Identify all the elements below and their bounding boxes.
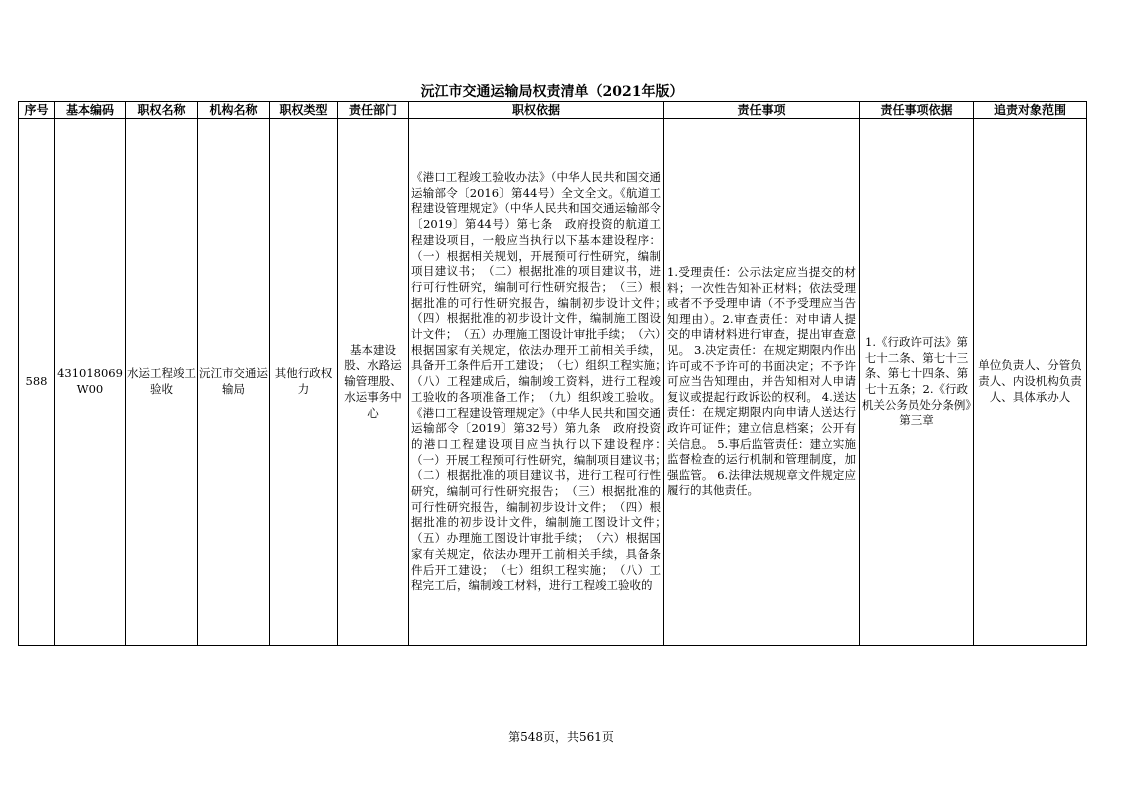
cell-resp-basis: 1.《行政许可法》第七十二条、第七十三条、第七十四条、第七十五条；2.《行政机关公务员处分条例》第三章	[860, 119, 974, 646]
table-header-row	[19, 102, 1087, 119]
cell-code: 431018069W00	[55, 119, 126, 646]
responsibility-table	[18, 101, 1087, 646]
cell-seq: 588	[19, 119, 55, 646]
document-title: 沅江市交通运输局权责清单（2021年版）	[420, 84, 684, 100]
cell-responsibilities: 1.受理责任：公示法定应当提交的材料；一次性告知补正材料；依法受理或者不予受理申请（不予受理应当告知理由）。2.审查责任：对申请人提交的申请材料进行审查，提出审查意见。 3.决定责任：在规定期限内作出许可或不予许可的书面决定；不予许可应当告知理由，并告知相对人申请复议或提起行政诉讼的权利。 4.送达责任：在规定期限内向申请人送达行政许可证件；建立信息档案；公开有关信息。 5.事后监管责任：建立实施监督检查的运行机制和管理制度，加强监管。 6.法律法规规章文件规定应履行的其他责任。	[664, 119, 860, 646]
cell-basis: 《港口工程竣工验收办法》（中华人民共和国交通运输部令〔2016〕第44号）全文全文。《航道工程建设管理规定》（中华人民共和国交通运输部令〔2019〕第44号）第七条 政府投资的航道工程建设项目，一般应当执行以下基本建设程序：（一）根据相关规划，开展预可行性研究，编制项目建议书； （二）根据批准的项目建议书，进行可行性研究，编制可行性研究报告； （三）根据批准的可行性研究报告，编制初步设计文件； （四）根据批准的初步设计文件，编制施工图设计文件； （五）办理施工图设计审批手续； （六）根据国家有关规定，依法办理开工前相关手续，具备开工条件后开工建设； （七）组织工程实施； （八）工程建成后，编制竣工资料，进行工程竣工验收的各项准备工作； （九）组织竣工验收。《港口工程建设管理规定》（中华人民共和国交通运输部令〔2019〕第32号）第九条 政府投资的港口工程建设项目应当执行以下建设程序： （一）开展工程预可行性研究，编制项目建议书； （二）根据批准的项目建议书，进行工程可行性研究，编制可行性研究报告； （三）根据批准的可行性研究报告，编制初步设计文件； （四）根据批准的初步设计文件，编制施工图设计文件； （五）办理施工图设计审批手续； （六）根据国家有关规定，依法办理开工前相关手续，具备条件后开工建设； （七）组织工程实施； （八）工程完工后，编制竣工材料，进行工程竣工验收的	[409, 119, 664, 646]
table-row	[19, 119, 1087, 646]
header-org-name: 机构名称	[198, 102, 270, 119]
header-accountability: 追责对象范围	[974, 102, 1087, 119]
header-code: 基本编码	[55, 102, 126, 119]
header-seq: 序号	[19, 102, 55, 119]
cell-power-name: 水运工程竣工验收	[126, 119, 198, 646]
header-power-name: 职权名称	[126, 102, 198, 119]
header-power-type: 职权类型	[270, 102, 338, 119]
cell-org-name: 沅江市交通运输局	[198, 119, 270, 646]
header-basis: 职权依据	[409, 102, 664, 119]
cell-department: 基本建设股、水路运输管理股、水运事务中心	[338, 119, 409, 646]
header-responsibilities: 责任事项	[664, 102, 860, 119]
page-number: 第548页，共561页	[508, 730, 614, 744]
cell-power-type: 其他行政权力	[270, 119, 338, 646]
header-resp-basis: 责任事项依据	[860, 102, 974, 119]
header-department: 责任部门	[338, 102, 409, 119]
cell-accountability: 单位负责人、分管负责人、内设机构负责人、具体承办人	[974, 119, 1087, 646]
